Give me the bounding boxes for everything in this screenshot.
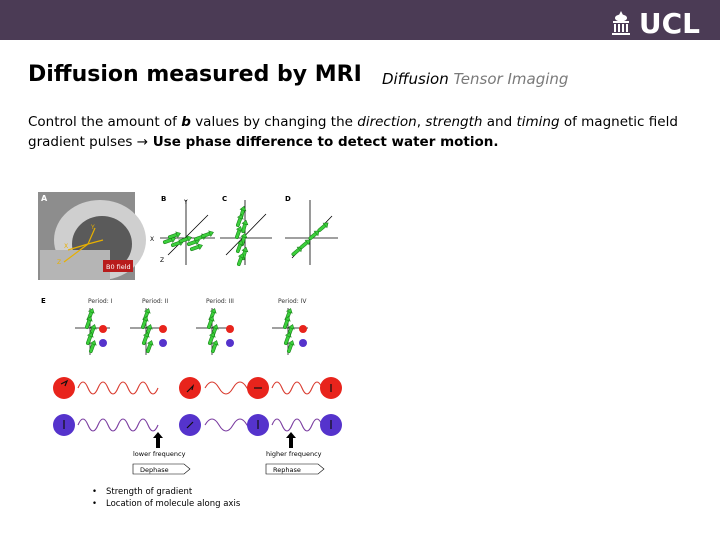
panel-a-label: A (41, 194, 48, 203)
b-axis-y: Y (184, 199, 188, 206)
panel-e-label: E (41, 297, 46, 305)
b-axis-z: Z (160, 257, 165, 264)
c-molecules (233, 205, 248, 266)
period-4-label: Period: IV (278, 298, 307, 305)
b-axis-x: X (150, 236, 155, 243)
photo-axis-x: X (64, 243, 69, 250)
b-molecules (162, 229, 214, 252)
period-diagrams (75, 307, 308, 355)
blue-wave-row (53, 414, 342, 436)
arrow-icon: → (136, 134, 149, 150)
subtitle-part2: Tensor Imaging (453, 70, 569, 88)
red-wave-row (53, 377, 342, 399)
body-text-5: , (416, 114, 426, 130)
panel-b-label: B (161, 195, 167, 203)
rephase-label: Rephase (273, 466, 301, 474)
slide-title: Diffusion measured by MRI (28, 62, 362, 87)
body-text-1: Control the amount of (28, 114, 182, 130)
period-1-label: Period: I (88, 298, 113, 305)
header-bar (0, 0, 720, 40)
photo-axis-y: Y (91, 224, 95, 231)
slide-subtitle (382, 70, 568, 88)
body-text-7: and (482, 114, 517, 130)
bullet-item: • Location of molecule along axis (92, 498, 240, 510)
body-emphasis: Use phase difference to detect water motion. (148, 134, 499, 150)
panel-c-label: C (222, 195, 228, 203)
period-2-label: Period: II (142, 298, 169, 305)
ucl-logo (609, 6, 700, 40)
body-paragraph (28, 112, 698, 152)
photo-axis-z: Z (57, 259, 62, 266)
up-arrow-icon (286, 432, 296, 448)
period-3-label: Period: III (206, 298, 234, 305)
body-b-value: b (181, 114, 191, 130)
bullet-item: • Strength of gradient (92, 486, 240, 498)
body-direction: direction (357, 114, 417, 130)
logo-text: UCL (638, 6, 700, 40)
diffusion-figure (36, 185, 348, 475)
bullet-list (92, 486, 240, 510)
lower-frequency-label: lower frequency (133, 450, 186, 458)
body-text-9: of magnetic field gradient pulses (28, 114, 678, 150)
dephase-label: Dephase (140, 466, 169, 474)
body-strength: strength (425, 114, 483, 130)
higher-frequency-label: higher frequency (266, 450, 322, 458)
body-timing: timing (516, 114, 560, 130)
panel-d-label: D (285, 195, 291, 203)
subtitle-part1: Diffusion (382, 70, 449, 88)
b0-field-label: B0 field (106, 263, 131, 271)
body-text-3: values by changing the (190, 114, 358, 130)
up-arrow-icon (153, 432, 163, 448)
portico-icon (609, 9, 633, 37)
